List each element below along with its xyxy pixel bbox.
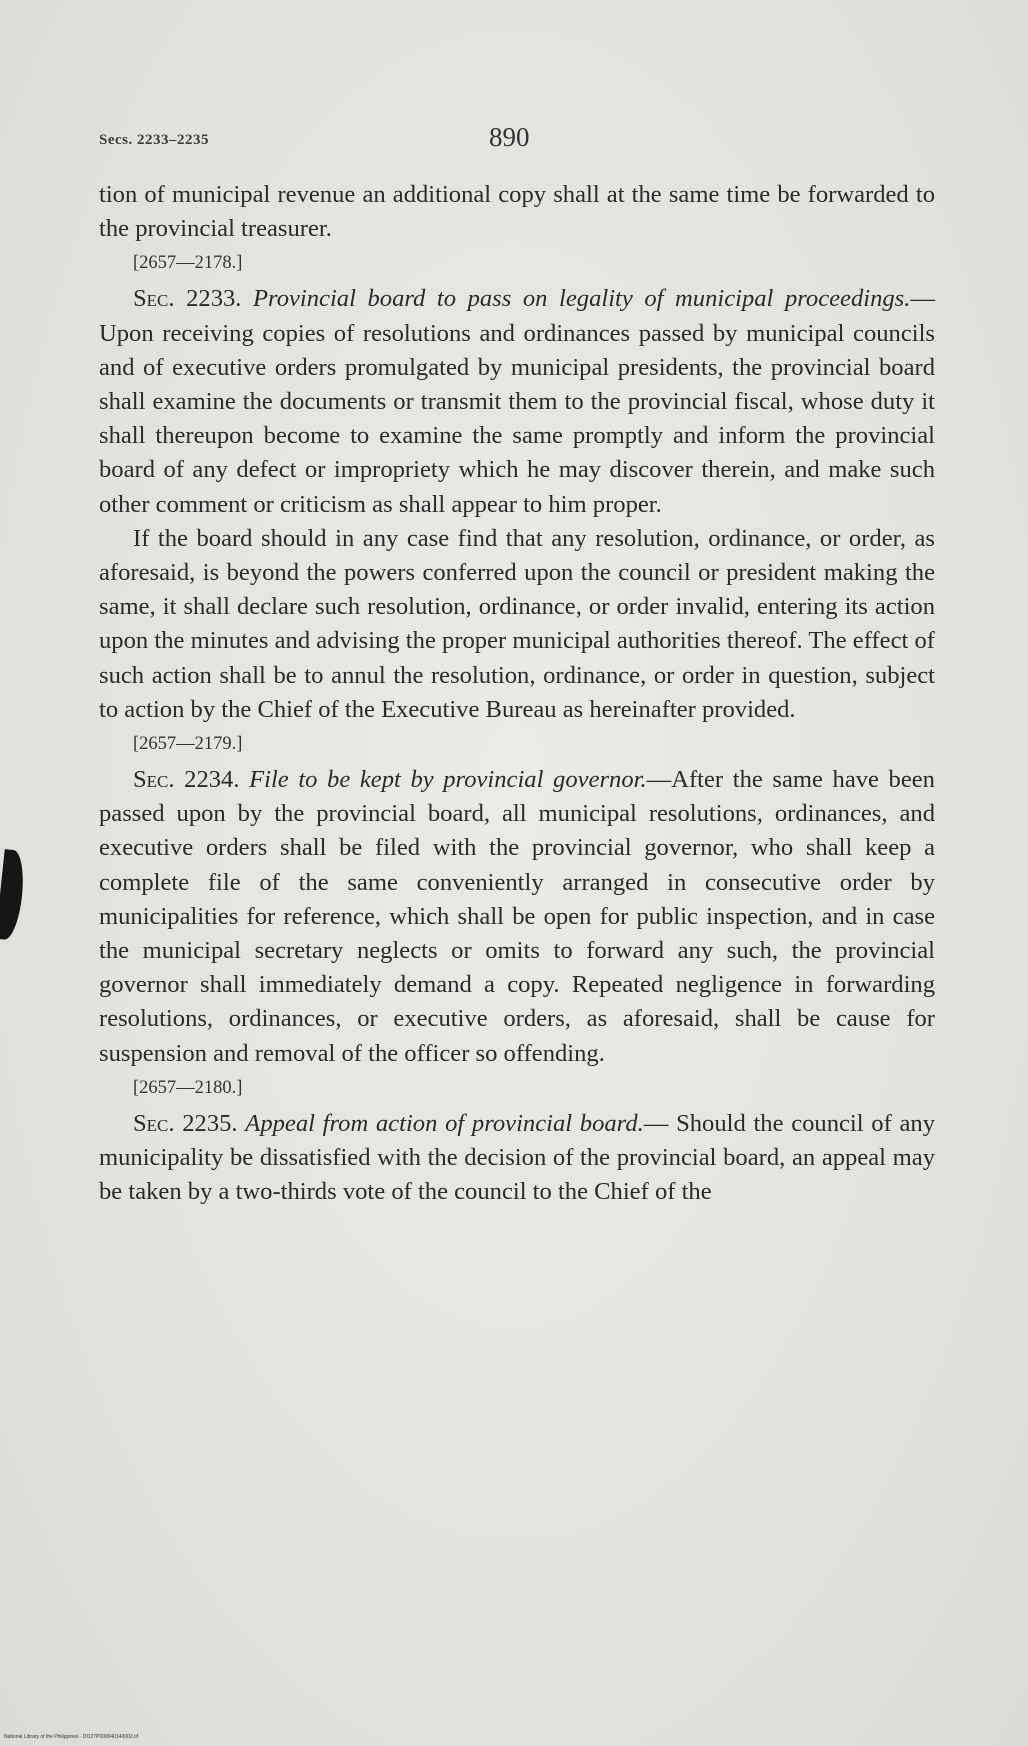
continued-paragraph: tion of municipal revenue an additional copy shall at the same time be forwarded to the provincial treasurer. <box>99 181 935 243</box>
section-2235-heading: Appeal from action of provincial board. <box>245 1109 644 1137</box>
section-2234-text: —After the same have been passed upon by the provincial board, all municipal resolutions, ordinances, and executive orders shall be filed with the provincial governor, who shall keep a complete file of the same conveniently arranged in consecutive order by municipalities for reference, which shall be open for public inspection, and in case the municipal secretary neglects or omits to forward any such, the provincial governor shall immediately demand a copy. Repeated negligence in forwarding resolutions, ordinances, or executive orders, as aforesaid, shall be cause for suspension and removal of the officer so offending. <box>99 766 935 1067</box>
section-2233 <box>99 282 935 521</box>
binding-shadow-mark <box>0 849 27 941</box>
section-2235-label: Sec. 2235. <box>133 1109 238 1137</box>
section-range: Secs. 2233–2235 <box>99 132 209 148</box>
section-2233-paragraph-2: If the board should in any case find that any resolution, ordinance, or order, as aforesaid, is beyond the powers conferred upon the council or president making the same, it shall declare such resolution, ordinance, or order invalid, entering its action upon the minutes and advising the proper municipal authorities thereof. The effect of such action shall be to annul the resolution, ordinance, or order in question, subject to action by the Chief of the Executive Bureau as hereinafter provided. <box>99 524 935 723</box>
section-2233-label: Sec. 2233. <box>133 285 242 313</box>
body-text <box>99 178 935 1209</box>
page-number: 890 <box>489 122 530 152</box>
section-2235 <box>99 1107 935 1210</box>
section-2234 <box>99 763 935 1071</box>
section-2234-heading: File to be kept by provincial governor. <box>249 766 647 794</box>
citation-2178: [2657—2178.] <box>133 253 243 274</box>
running-head <box>99 122 941 162</box>
section-2235-text: — Should the council of any municipality be dissatisfied with the decision of the provincial board, an appeal may be taken by a two-thirds vote of the council to the Chief of the <box>99 1109 935 1206</box>
section-2233-heading: Provincial board to pass on legality of municipal proceedings. <box>253 285 911 313</box>
section-2233-text: —Upon receiving copies of resolutions and ordinances passed by municipal councils and of executive orders promulgated by municipal presidents, the provincial board shall examine the documents or transmit them to the provincial fiscal, whose duty it shall thereupon become to examine the same promptly and inform the provincial board of any defect or impropriety which he may discover therein, and make such other comment or criticism as shall appear to him proper. <box>99 285 935 518</box>
section-2234-label: Sec. 2234. <box>133 766 240 794</box>
citation-2180: [2657—2180.] <box>133 1077 243 1098</box>
citation-2179: [2657—2179.] <box>133 734 243 755</box>
scan-attribution: National Library of the Philippines · DO27P000040140002.tif <box>4 1734 138 1740</box>
